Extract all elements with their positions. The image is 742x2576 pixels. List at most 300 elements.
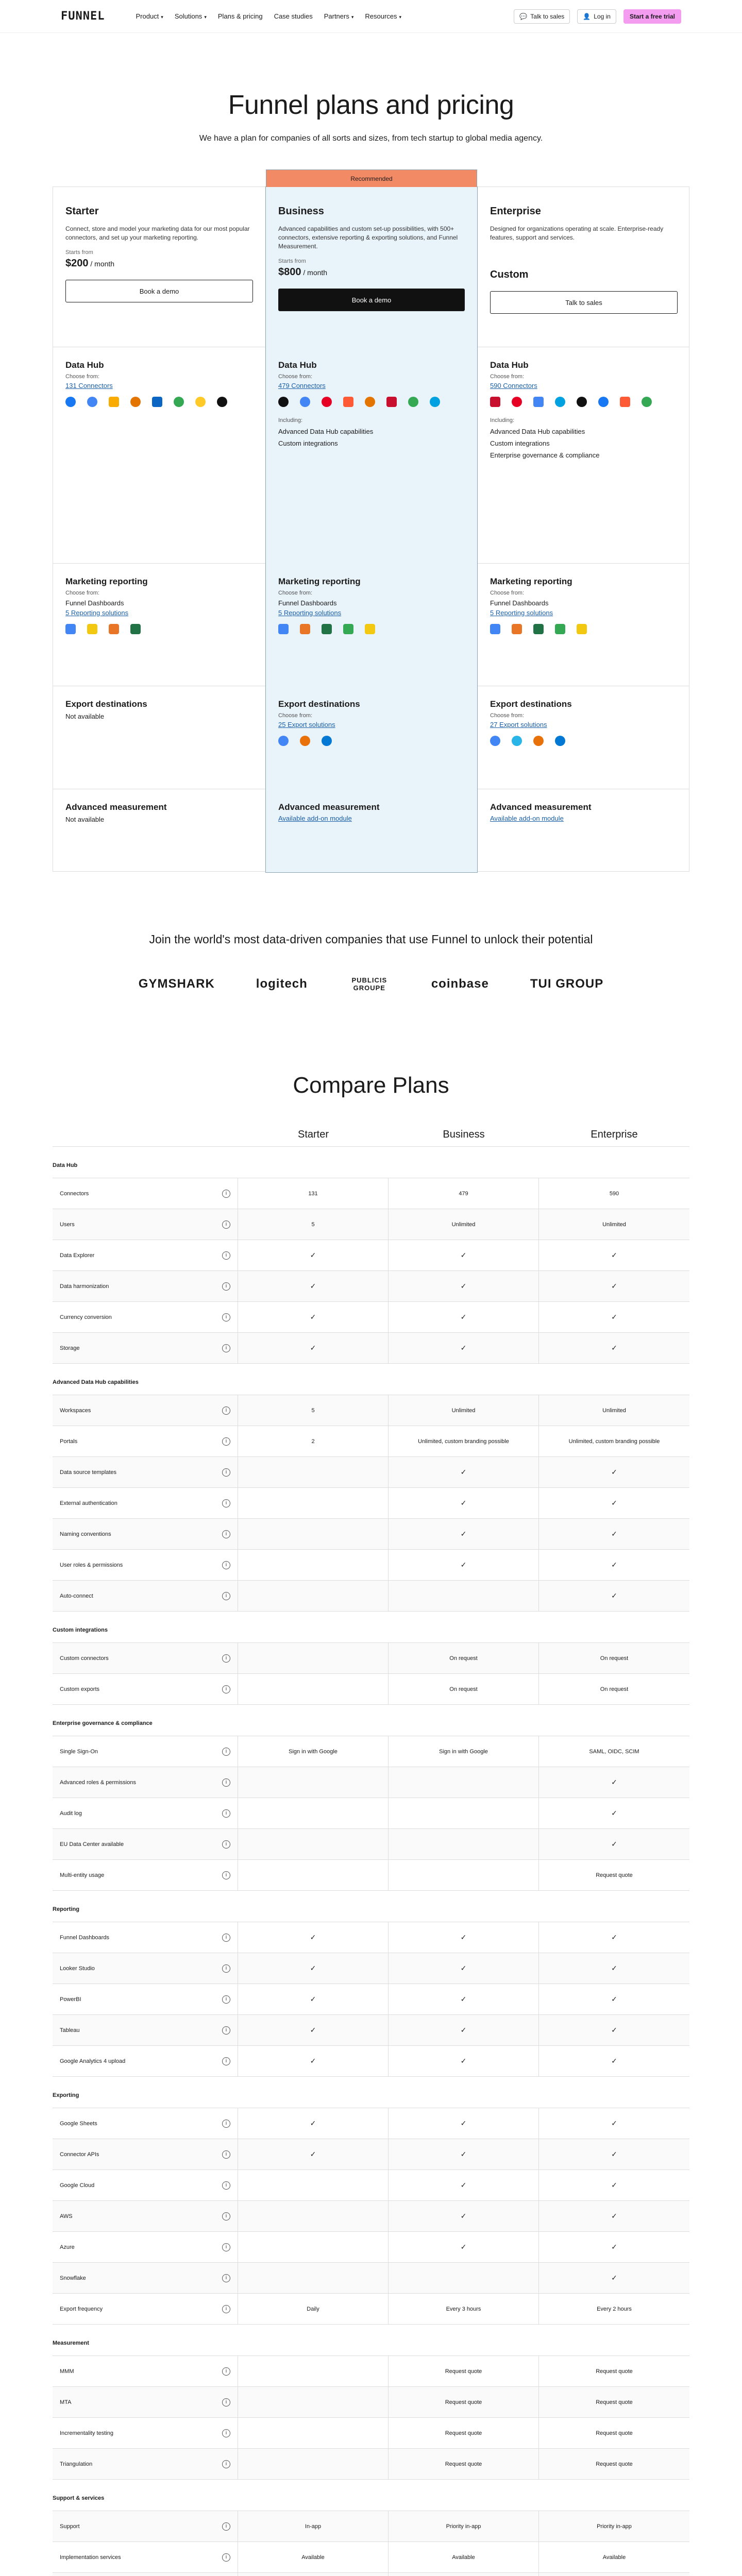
feature-name-cell [53,2294,238,2324]
info-icon[interactable]: i [222,1748,230,1756]
info-icon[interactable]: i [222,2398,230,2406]
feature-name-cell [53,2139,238,2170]
feature-name-cell [53,1395,238,1426]
check-icon: ✓ [611,1995,617,2003]
feature-name: Funnel Dashboards [60,1934,110,1941]
info-icon[interactable]: i [222,1282,230,1291]
check-icon: ✓ [460,1344,467,1352]
plan-value-cell [539,2511,689,2541]
user-icon: 👤 [583,12,591,20]
plan-value-cell [539,1984,689,2014]
plan-value-cell [389,1395,539,1426]
plan-value: On request [449,1655,478,1662]
info-icon[interactable]: i [222,1530,230,1538]
table-row [53,2449,689,2480]
plan-value-cell [389,1519,539,1549]
plan-value-cell [238,1302,389,1332]
hubspot-icon [343,397,353,407]
info-icon[interactable]: i [222,1561,230,1569]
plan-value-cell [539,1767,689,1798]
info-icon[interactable]: i [222,1685,230,1693]
info-icon[interactable]: i [222,2120,230,2128]
check-icon: ✓ [460,1251,467,1259]
info-icon[interactable]: i [222,1406,230,1415]
compare-section-title: Reporting [53,1891,689,1922]
compare-section-title: Exporting [53,2077,689,2108]
section-title: Advanced measurement [278,802,380,812]
nav-item-product[interactable]: Product ▾ [136,12,163,20]
check-icon: ✓ [460,1530,467,1538]
info-icon[interactable]: i [222,1221,230,1229]
plan-value-cell [238,1829,389,1859]
info-icon[interactable]: i [222,1809,230,1818]
feature-name-cell [53,2387,238,2417]
compare-section-title: Enterprise governance & compliance [53,1705,689,1736]
feature-name: Portals [60,1438,78,1445]
feature-name-cell [53,1209,238,1240]
check-icon: ✓ [611,1933,617,1941]
trust-section [0,933,742,992]
table-row [53,1829,689,1860]
feature-name: Connector APIs [60,2151,99,2158]
feature-name-cell [53,1767,238,1798]
measurement-addon-link[interactable]: Available add-on module [490,815,564,822]
plan-value-cell [539,2573,689,2576]
table-row [53,1674,689,1705]
check-icon: ✓ [460,1282,467,1290]
sheets-icon [408,397,418,407]
feature-name-cell [53,2201,238,2231]
info-icon[interactable]: i [222,2026,230,2035]
check-icon: ✓ [611,1561,617,1569]
plan-value: Every 3 hours [446,2306,481,2312]
check-icon: ✓ [460,2026,467,2034]
plan-value-cell [539,2294,689,2324]
table-row [53,2108,689,2139]
export-link[interactable]: 25 Export solutions [278,721,335,728]
compare-section-title: Data Hub [53,1147,689,1178]
aws-icon [300,736,310,746]
plan-value-cell [389,2201,539,2231]
feature-name-cell [53,1550,238,1580]
plan-value-cell [238,1519,389,1549]
plan-value-cell [539,1736,689,1767]
plan-value: Request quote [445,2368,482,2375]
info-icon[interactable]: i [222,2553,230,2562]
funnel-logo[interactable]: FUNNEL [61,10,105,23]
feature-name: Data Explorer [60,1252,95,1259]
info-icon[interactable]: i [222,2274,230,2282]
table-row [53,1953,689,1984]
check-icon: ✓ [310,2057,316,2065]
feature-name: Azure [60,2244,75,2250]
plan-value-cell [389,1240,539,1270]
plan-value-cell [389,2573,539,2576]
check-icon: ✓ [460,1499,467,1507]
plan-value-cell [539,1395,689,1426]
plan-value-cell [539,1302,689,1332]
plan-value: Request quote [445,2430,482,2436]
info-icon[interactable]: i [222,1468,230,1477]
plan-value-cell [389,2170,539,2200]
recommended-badge: Recommended [266,170,477,187]
nav-item-partners[interactable]: Partners ▾ [324,12,354,20]
export-icons [490,736,678,746]
amazon-icon [577,397,587,407]
free-trial-button[interactable]: Start a free trial [623,9,681,24]
check-icon: ✓ [310,1933,316,1941]
plan-starter [53,187,265,871]
plan-value-cell [389,2449,539,2479]
export-link[interactable]: 27 Export solutions [490,721,547,728]
table-row [53,1736,689,1767]
section-title: Marketing reporting [490,577,572,586]
info-icon[interactable]: i [222,1313,230,1321]
page-subtitle: We have a plan for companies of all sorts and sizes, from tech startup to global media agency. [199,134,543,143]
plan-value-cell [389,1488,539,1518]
plan-value-cell [238,1953,389,1984]
feature-name: Data source templates [60,1469,117,1476]
feature-name: Workspaces [60,1407,91,1414]
feature-name: External authentication [60,1500,117,1506]
reporting-link[interactable]: 5 Reporting solutions [65,609,129,617]
feature-name: Snowflake [60,2275,86,2281]
plan-value-cell [539,1922,689,1953]
excel-icon [130,624,141,634]
check-icon: ✓ [611,2274,617,2282]
snapchat-icon [195,397,206,407]
feature-name: Advanced roles & permissions [60,1779,136,1786]
info-icon[interactable]: i [222,2367,230,2376]
google-ads-icon [300,397,310,407]
feature-name-cell [53,1271,238,1301]
sheets-icon [174,397,184,407]
feature-name-cell [53,2015,238,2045]
measurement-availability: Not available [65,816,105,823]
plan-value-cell [238,2108,389,2139]
plan-value: Available [452,2554,475,2561]
plan-value-cell [389,1209,539,1240]
feature-name-cell [53,2046,238,2076]
connectors-link[interactable]: 479 Connectors [278,382,326,389]
table-row [53,1643,689,1674]
feature-name-cell [53,1643,238,1673]
table-row [53,2511,689,2542]
brand-logos [0,976,742,992]
section-title: Data Hub [278,360,317,370]
table-row [53,1178,689,1209]
plan-value-cell [238,1860,389,1890]
feature-item: Enterprise governance & compliance [490,451,600,459]
plan-value-cell [238,1736,389,1767]
excel-icon [322,624,332,634]
info-icon[interactable]: i [222,2150,230,2159]
info-icon[interactable]: i [222,1251,230,1260]
plan-value: On request [600,1686,629,1692]
connectors-link[interactable]: 590 Connectors [490,382,537,389]
table-row [53,2573,689,2576]
check-icon: ✓ [310,1251,316,1259]
check-icon: ✓ [611,1530,617,1538]
info-icon[interactable]: i [222,1840,230,1849]
book-demo-button[interactable]: Book a demo [278,289,465,311]
connector-icons [278,397,465,407]
info-icon[interactable]: i [222,1934,230,1942]
info-icon[interactable]: i [222,1778,230,1787]
info-icon[interactable]: i [222,1654,230,1663]
plan-value-cell [238,2139,389,2170]
plan-value-cell [389,2046,539,2076]
plan-value-cell [389,1581,539,1611]
plan-value-cell [389,1736,539,1767]
plan-name: Enterprise [490,206,541,217]
check-icon: ✓ [611,1591,617,1600]
info-icon[interactable]: i [222,1592,230,1600]
feature-name-cell [53,1674,238,1704]
info-icon[interactable]: i [222,1995,230,2004]
choose-label: Choose from: [278,590,313,596]
feature-name: Connectors [60,1190,89,1197]
feature-name: Multi-entity usage [60,1872,105,1878]
excel-icon [533,624,544,634]
check-icon: ✓ [310,1313,316,1321]
feature-name: User roles & permissions [60,1562,123,1568]
info-icon[interactable]: i [222,1437,230,1446]
plan-value-cell [389,1767,539,1798]
feature-name: Export frequency [60,2306,103,2312]
plan-value-cell [539,1674,689,1704]
info-icon[interactable]: i [222,1190,230,1198]
top-nav [0,0,742,33]
connector-icons [490,397,678,407]
plan-value: On request [449,1686,478,1692]
table-row [53,2232,689,2263]
plan-value: 2 [311,1438,315,1445]
choose-label: Choose from: [490,590,525,596]
dashboards-text: Funnel Dashboards [65,599,124,607]
plan-price: $800 / month [278,266,328,278]
plan-value-cell [238,2294,389,2324]
feature-name: Implementation services [60,2554,121,2561]
plan-value-cell [389,2387,539,2417]
check-icon: ✓ [611,1313,617,1321]
plan-value-cell [539,2449,689,2479]
amazon-icon [278,397,289,407]
feature-name-cell [53,2511,238,2541]
plan-value-cell [238,2387,389,2417]
info-icon[interactable]: i [222,2429,230,2437]
feature-name: Naming conventions [60,1531,111,1537]
nav-menu [136,12,401,20]
check-icon: ✓ [611,2057,617,2065]
plan-value-cell [238,2232,389,2262]
reporting-link[interactable]: 5 Reporting solutions [278,609,342,617]
feature-name: Storage [60,1345,80,1351]
info-icon[interactable]: i [222,1499,230,1507]
table-row [53,1860,689,1891]
plan-value-cell [389,1643,539,1673]
sheets-icon [642,397,652,407]
talk-to-sales-button[interactable]: 💬 Talk to sales [514,9,570,24]
publicis-logo: PUBLICIS GROUPE [351,976,387,992]
tableau-icon [300,624,310,634]
feature-name-cell [53,2418,238,2448]
plan-value: Available [602,2554,626,2561]
section-title: Export destinations [490,699,572,709]
plan-value-cell [238,2046,389,2076]
plan-value-cell [238,1488,389,1518]
login-button[interactable]: 👤 Log in [577,9,616,24]
plan-value-cell [389,1798,539,1828]
choose-label: Choose from: [278,713,313,719]
table-row [53,1984,689,2015]
info-icon[interactable]: i [222,2305,230,2313]
nav-item-pricing[interactable]: Plans & pricing [217,12,263,20]
plan-value: Request quote [596,1872,633,1878]
check-icon: ✓ [611,1251,617,1259]
info-icon[interactable]: i [222,2460,230,2468]
info-icon[interactable]: i [222,1344,230,1352]
check-icon: ✓ [611,2119,617,2127]
section-title: Export destinations [278,699,360,709]
plan-value-cell [539,2232,689,2262]
plan-value-cell [389,2232,539,2262]
table-row [53,2046,689,2077]
table-row [53,1798,689,1829]
facebook-icon [65,397,76,407]
nav-item-case-studies[interactable]: Case studies [274,12,313,20]
section-title: Marketing reporting [65,577,148,586]
feature-name: Auto-connect [60,1592,93,1599]
check-icon: ✓ [310,2119,316,2127]
info-icon[interactable]: i [222,2057,230,2065]
nav-item-solutions[interactable]: Solutions ▾ [174,12,207,20]
plan-value-cell [389,1860,539,1890]
hero [0,33,742,143]
page-title: Funnel plans and pricing [228,90,514,120]
info-icon[interactable]: i [222,1964,230,1973]
plan-value: Request quote [596,2368,633,2375]
pinterest-icon [512,397,522,407]
check-icon: ✓ [460,2181,467,2189]
plan-value-cell [389,1178,539,1209]
feature-name-cell [53,2356,238,2386]
info-icon[interactable]: i [222,2181,230,2190]
feature-name-cell [53,2108,238,2139]
check-icon: ✓ [310,2150,316,2158]
plan-value-cell [389,1984,539,2014]
plan-value: Request quote [596,2461,633,2467]
snowflake-icon [512,736,522,746]
plan-description: Advanced capabilities and custom set-up possibilities, with 500+ connectors, extensive reporting & exporting solutions, and Funnel Measurement. [278,225,458,250]
feature-item: Advanced Data Hub capabilities [490,428,585,435]
info-icon[interactable]: i [222,2212,230,2221]
plan-value-cell [238,1178,389,1209]
plan-value-cell [539,2418,689,2448]
feature-name-cell [53,1953,238,1984]
plan-value: Sign in with Google [289,1748,338,1755]
plan-value-cell [238,1209,389,1240]
plan-value-cell [539,1581,689,1611]
plan-value-cell [539,1333,689,1363]
book-demo-button[interactable]: Book a demo [65,280,253,302]
feature-name: Users [60,1221,75,1228]
plan-value-cell [539,1178,689,1209]
check-icon: ✓ [460,1995,467,2003]
plan-value: Request quote [445,2461,482,2467]
info-icon[interactable]: i [222,1871,230,1879]
feature-name: PowerBI [60,1996,81,2003]
plan-value-cell [389,2294,539,2324]
bing-icon [365,397,375,407]
sheets-icon [343,624,353,634]
plan-name: Starter [65,206,99,217]
choose-label: Choose from: [490,713,525,719]
check-icon: ✓ [460,1468,467,1476]
plan-value: 131 [308,1190,318,1197]
plan-value-cell [389,2356,539,2386]
export-icons [278,736,465,746]
info-icon[interactable]: i [222,2522,230,2531]
plan-value: Unlimited [451,1221,476,1228]
plan-value-cell [389,1550,539,1580]
table-row [53,2263,689,2294]
plan-value-cell [238,1674,389,1704]
check-icon: ✓ [611,1468,617,1476]
check-icon: ✓ [460,2212,467,2220]
azure-icon [322,736,332,746]
feature-name-cell [53,1922,238,1953]
plan-price: Custom [490,269,529,280]
nav-item-resources[interactable]: Resources ▾ [365,12,402,20]
plan-value-cell [238,2170,389,2200]
plan-value-cell [238,1271,389,1301]
feature-name-cell [53,2542,238,2572]
chevron-down-icon: ▾ [204,14,207,20]
plan-value-cell [238,2015,389,2045]
plan-value-cell [539,2263,689,2293]
plan-value: Unlimited [602,1407,626,1414]
plan-value-cell [389,1271,539,1301]
plan-value-cell [389,1426,539,1456]
plans-grid [53,175,689,872]
table-row [53,1271,689,1302]
trust-title: Join the world's most data-driven companies that use Funnel to unlock their potential [149,933,593,946]
plan-value: On request [600,1655,629,1662]
table-row [53,1395,689,1426]
plan-value-cell [238,1798,389,1828]
plan-value-cell [539,2046,689,2076]
table-row [53,2139,689,2170]
connectors-link[interactable]: 131 Connectors [65,382,113,389]
feature-name-cell [53,1984,238,2014]
plan-value-cell [389,2108,539,2139]
dv360-icon [386,397,397,407]
talk-to-sales-button[interactable]: Talk to sales [490,291,678,314]
plan-value: Priority in-app [597,2523,632,2530]
reporting-link[interactable]: 5 Reporting solutions [490,609,553,617]
plan-value-cell [238,2449,389,2479]
compare-section-title: Measurement [53,2325,689,2356]
table-row [53,2201,689,2232]
table-row [53,1767,689,1798]
section-title: Data Hub [65,360,104,370]
measurement-addon-link[interactable]: Available add-on module [278,815,352,822]
col-business: Business [443,1129,485,1140]
feature-name: MMM [60,2368,74,2375]
plan-value-cell [389,2511,539,2541]
info-icon[interactable]: i [222,2243,230,2251]
